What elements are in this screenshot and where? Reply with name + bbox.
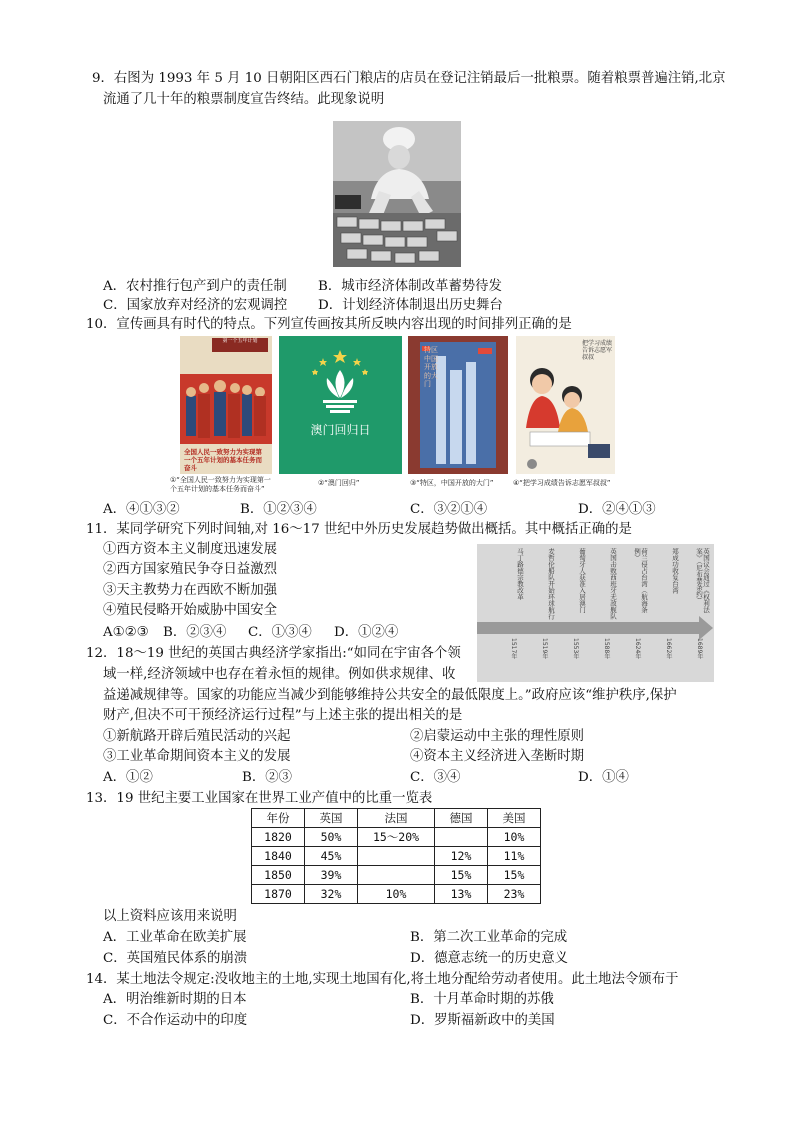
timeline-year-label: 1519年 [541, 638, 548, 660]
poster-special-economic-zone [408, 336, 508, 474]
timeline-event-label: 郑成功收复台湾 [671, 548, 679, 594]
q12-stem-line4: 财产,但决不可干预经济运行过程”与上述主张的提出相关的是 [103, 708, 463, 723]
poster-macau-handover [279, 336, 402, 474]
q13-stem: 13．19 世纪主要工业国家在世界工业产值中的比重一览表 [86, 791, 433, 806]
timeline-event-label: 英国议会通过《权利法案》（尼布楚条约） [695, 548, 710, 613]
q11-item-1: ①西方资本主义制度迅速发展 [103, 542, 278, 557]
q10-option-b[interactable]: B．①②③④ [240, 502, 317, 517]
poster3-slogan: 特区中国开放的大门 [424, 346, 438, 388]
timeline-event-label: 麦哲伦船队开始环球航行 [547, 548, 555, 620]
table-cell: 1840 [252, 847, 305, 866]
q10-option-a[interactable]: A．④①③② [103, 502, 180, 517]
q13-data-table [251, 808, 541, 904]
table-header-cell: 德国 [435, 809, 488, 828]
q12-item-2: ②启蒙运动中主张的理性原则 [410, 729, 585, 744]
table-header-cell: 英国 [305, 809, 358, 828]
q11-item-3: ③天主教势力在西欧不断加强 [103, 583, 278, 598]
table-body [252, 828, 541, 904]
poster1-title-banner: 第一个五年计划 [212, 338, 268, 352]
timeline-year-label: 1517年 [510, 638, 517, 660]
q13-option-a[interactable]: A．工业革命在欧美扩展 [103, 930, 247, 945]
q11-option-d[interactable]: D．①②④ [334, 625, 399, 640]
poster4-slogan: 把学习成绩告诉志愿军叔叔 [582, 340, 613, 361]
q12-stem-line3: 益递减规律等。国家的功能应当减少到能够维持公共安全的最低限度上。”政府应该“维护秩序,保护 [103, 688, 677, 703]
poster4-caption: ④“把学习成绩告诉志愿军叔叔” [513, 479, 611, 487]
table-row [252, 828, 541, 847]
q9-option-b[interactable]: B．城市经济体制改革蓄势待发 [318, 279, 502, 294]
q12-item-1: ①新航路开辟后殖民活动的兴起 [103, 729, 291, 744]
q10-stem: 10．宣传画具有时代的特点。下列宣传画按其所反映内容出现的时间排列正确的是 [86, 317, 572, 332]
poster3-skyline-illustration [408, 336, 508, 474]
q12-item-4: ④资本主义经济进入垄断时期 [410, 749, 585, 764]
timeline-event-label: 马丁路德宗教改革 [516, 548, 524, 600]
q12-option-a[interactable]: A．①② [103, 770, 153, 785]
table-header-cell: 法国 [358, 809, 435, 828]
table-cell: 50% [305, 828, 358, 847]
table-cell [358, 866, 435, 885]
q13-option-d[interactable]: D．德意志统一的历史意义 [410, 951, 569, 966]
table-row [252, 885, 541, 904]
table-cell: 45% [305, 847, 358, 866]
q9-stem-line1: 9．右图为 1993 年 5 月 10 日朝阳区西石门粮店的店员在登记注销最后一批粮票。随着粮票普遍注销,北京 [92, 71, 726, 86]
table-cell: 10% [488, 828, 541, 847]
table-cell: 13% [435, 885, 488, 904]
clerk-photo-illustration [333, 121, 461, 267]
q11-item-2: ②西方国家殖民争夺日益激烈 [103, 562, 278, 577]
q9-photo-grain-coupons [333, 121, 461, 267]
table-cell: 39% [305, 866, 358, 885]
q14-option-c[interactable]: C．不合作运动中的印度 [103, 1013, 248, 1028]
timeline-year-label: 1588年 [603, 638, 610, 660]
table-cell: 32% [305, 885, 358, 904]
q11-option-c[interactable]: C．①③④ [248, 625, 312, 640]
q11-item-4: ④殖民侵略开始威胁中国安全 [103, 603, 278, 618]
timeline-year-label: 1662年 [665, 638, 672, 660]
timeline-event-label: 英国击败西班牙无敌舰队 [609, 548, 617, 620]
q14-option-d[interactable]: D．罗斯福新政中的美国 [410, 1013, 555, 1028]
table-header-cell: 年份 [252, 809, 305, 828]
poster3-caption: ③“特区，中国开放的大门” [410, 479, 494, 487]
q11-option-b[interactable]: B．②③④ [163, 625, 227, 640]
table-cell: 15～20% [358, 828, 435, 847]
poster2-caption: ②“澳门回归” [318, 479, 360, 487]
table-cell: 11% [488, 847, 541, 866]
q10-option-d[interactable]: D．②④①③ [578, 502, 656, 517]
q11-timeline [477, 544, 714, 682]
timeline-year-label: 1553年 [572, 638, 579, 660]
table-cell: 23% [488, 885, 541, 904]
q13-option-c[interactable]: C．英国殖民体系的崩溃 [103, 951, 248, 966]
q12-option-b[interactable]: B．②③ [242, 770, 293, 785]
q14-stem: 14．某土地法令规定:没收地主的土地,实现土地国有化,将土地分配给劳动者使用。此土地法令颁布于 [86, 972, 679, 987]
macau-emblem-icon [279, 336, 402, 474]
poster1-slogan: 全国人民一致努力为实现第一个五年计划的基本任务而奋斗 [184, 448, 262, 472]
q14-option-b[interactable]: B．十月革命时期的苏俄 [410, 992, 554, 1007]
table-cell: 1850 [252, 866, 305, 885]
poster1-caption: ①“全国人民一致努力为实现第一个五年计划的基本任务而奋斗” [170, 476, 271, 493]
q12-item-3: ③工业革命期间资本主义的发展 [103, 749, 291, 764]
q9-option-c[interactable]: C．国家放弃对经济的宏观调控 [103, 298, 288, 313]
table-cell: 1870 [252, 885, 305, 904]
q9-option-d[interactable]: D．计划经济体制退出历史舞台 [318, 298, 503, 313]
timeline-event-label: 荷兰侵占台湾（航海条例） [633, 548, 648, 613]
q9-option-a[interactable]: A．农村推行包产到户的责任制 [103, 279, 287, 294]
timeline-event-label: 葡萄牙人获准入居澳门 [578, 548, 586, 613]
table-cell [435, 828, 488, 847]
q12-stem-line2: 域一样,经济领域中也存在着永恒的规律。例如供求规律、收 [103, 667, 456, 682]
q12-option-c[interactable]: C．③④ [410, 770, 461, 785]
table-header-cell: 美国 [488, 809, 541, 828]
poster2-title: 澳门回归日 [310, 423, 371, 437]
timeline-year-label: 1624年 [634, 638, 641, 660]
table-cell: 12% [435, 847, 488, 866]
timeline-year-label: 1689年 [696, 638, 703, 660]
q10-option-c[interactable]: C．③②①④ [410, 502, 488, 517]
poster-five-year-plan [180, 336, 272, 474]
q9-stem-line2: 流通了几十年的粮票制度宣告终结。此现象说明 [103, 92, 385, 107]
q13-option-b[interactable]: B．第二次工业革命的完成 [410, 930, 568, 945]
table-cell: 15% [435, 866, 488, 885]
table-cell: 15% [488, 866, 541, 885]
q11-stem: 11．某同学研究下列时间轴,对 16～17 世纪中外历史发展趋势做出概括。其中概括正确的是 [86, 522, 632, 537]
q13-follow: 以上资料应该用来说明 [103, 909, 237, 924]
q12-stem-line1: 12．18～19 世纪的英国古典经济学家指出:“如同在宇宙各个领 [86, 646, 461, 661]
q14-option-a[interactable]: A．明治维新时期的日本 [103, 992, 247, 1007]
q11-option-a[interactable]: A①②③ [103, 625, 149, 640]
table-row [252, 866, 541, 885]
poster-letter-to-volunteers [516, 336, 615, 474]
table-cell: 1820 [252, 828, 305, 847]
table-row [252, 847, 541, 866]
table-header-row [252, 809, 541, 828]
table-cell [358, 847, 435, 866]
table-cell: 10% [358, 885, 435, 904]
q12-option-d[interactable]: D．①④ [578, 770, 629, 785]
